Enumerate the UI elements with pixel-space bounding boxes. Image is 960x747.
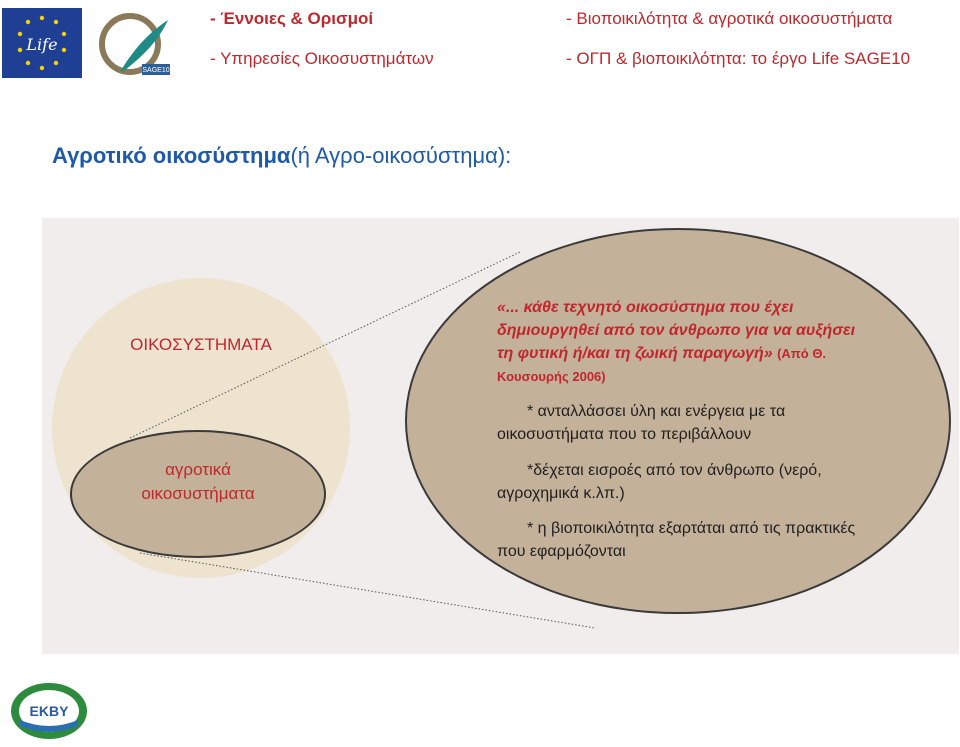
svg-text:ΕΚΒΥ: ΕΚΒΥ: [29, 703, 69, 719]
ecosystems-label: ΟΙΚΟΣΥΣΤΗΜΑΤΑ: [130, 335, 272, 354]
title-bold: Αγροτικό οικοσύστημα: [52, 143, 291, 168]
agro-ecosystems-label: [70, 458, 326, 506]
ekby-logo: [8, 680, 90, 742]
bullet-exchange: [497, 400, 887, 446]
bullet-inputs: [497, 459, 887, 505]
svg-text:SAGE10: SAGE10: [142, 67, 170, 74]
nav-ecosystem-services[interactable]: - Υπηρεσίες Οικοσυστημάτων: [210, 49, 434, 68]
nav-cap-life-sage10[interactable]: - ΟΓΠ & βιοποικιλότητα: το έργο Life SAGE10: [566, 49, 911, 68]
bullet-biodiversity: [497, 517, 887, 563]
bullet-text: *δέχεται εισροές από τον άνθρωπο (νερό, αγροχημικά κ.λπ.): [497, 462, 822, 502]
definition-quote: [497, 296, 857, 388]
title-rest: (ή Αγρο-οικοσύστημα):: [290, 143, 512, 168]
agro-label-line2: οικοσυστήματα: [141, 484, 255, 503]
svg-text:Life: Life: [26, 35, 58, 54]
agro-label-line1: αγροτικά: [165, 460, 231, 479]
bullet-text: * η βιοποικιλότητα εξαρτάται από τις πρακτικές που εφαρμόζονται: [497, 520, 856, 560]
quote-source: (Από Θ. Κουσουρής 2006): [497, 346, 827, 384]
nav-biodiversity-agro[interactable]: - Βιοποικιλότητα & αγροτικά οικοσυστήματα: [566, 9, 893, 28]
quote-text: «... κάθε τεχνητό οικοσύστημα που έχει δημιουργηθεί από τον άνθρωπο για να αυξήσει τη φυτική ή/και τη ζωική παραγωγή»: [497, 299, 856, 362]
bullet-text: * ανταλλάσσει ύλη και ενέργεια με τα οικοσυστήματα που το περιβάλλουν: [497, 403, 786, 443]
nav-concepts-definitions[interactable]: - Έννοιες & Ορισμοί: [210, 9, 374, 28]
